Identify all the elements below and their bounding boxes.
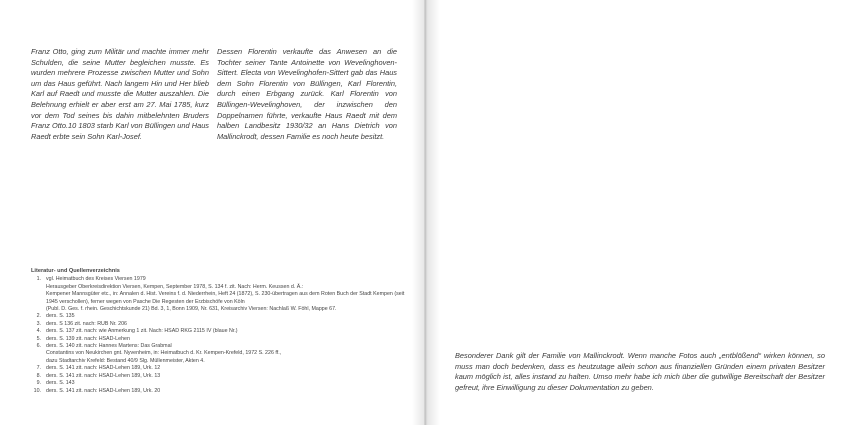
- reference-text: dazu Stadtarchiv Krefeld: Bestand 40/9 Slg. Müllenmeister, Akten 4.: [46, 357, 205, 364]
- body-text-column-1: Franz Otto, ging zum Militär und machte immer mehr Schulden, die seine Mutter begleichen musste. Es wurden mehrere Prozesse zwischen Mutter und Sohn um das Haus geführt. Nach langem Hin und Her blieb Karl auf Raedt und musste die Mutter auszahlen. Die Belehnung erhielt er aber erst am 27. Mai 1785, kurz vor dem Tod seines bis dahin mitbelehnten Bruders Franz Otto.10 1803 starb Karl von Büllingen und Haus Raedt erbte sein Sohn Karl-Josef.: [31, 47, 209, 141]
- reference-number: 4.: [36, 328, 41, 335]
- reference-number: 9.: [36, 380, 41, 387]
- reference-item: [31, 336, 406, 343]
- reference-text: Constantins von Neukirchen gnt. Nyvenheim, in: Heimatbuch d. Kr. Kempen-Krefeld, 1972 S. 226 ff.,: [46, 350, 282, 357]
- reference-number: 5.: [36, 335, 41, 342]
- references-list: [31, 276, 406, 395]
- reference-item: [31, 358, 406, 365]
- reference-text: ders. S. 143: [46, 380, 75, 387]
- reference-item: [31, 321, 406, 328]
- reference-item: [31, 328, 406, 335]
- reference-number: [33, 358, 41, 365]
- reference-number: 10.: [33, 387, 41, 394]
- reference-item: [31, 380, 406, 387]
- reference-item: [31, 284, 406, 291]
- reference-item: [31, 365, 406, 372]
- references-title: Literatur- und Quellenverzeichnis: [31, 268, 120, 274]
- reference-text: vgl. Heimatbuch des Kreises Viersen 1979: [46, 276, 146, 283]
- reference-number: 3.: [36, 320, 41, 327]
- reference-number: 6.: [36, 343, 41, 350]
- reference-text: Kempener Mannsgüter etc., in: Annalen d. Hist. Vereins f. d. Niederrhein, Heft 24 (1872), S. 230-übertragen aus dem Roten Buch der Stadt Kempen (seit 1945 verschollen), ferner wegen von Pasche Die Regesten der Erzbischöfe von Köln: [46, 291, 405, 305]
- references-section: [31, 268, 406, 395]
- reference-text: ders. S. 139 zit. nach: HSAD-Lehen: [46, 335, 130, 342]
- reference-number: [33, 284, 41, 291]
- reference-item: [31, 350, 406, 357]
- reference-text: (Publ. D. Ges. f. rhein. Geschichtskunde 21) Bd. 3, 1, Bonn 1909, Nr. 631, Kreisarchiv Viersen: Nachlaß W. Föhl, Mappe 67.: [46, 306, 337, 313]
- reference-text: ders. S 136 zit. nach: RUB Nr. 206: [46, 320, 127, 327]
- reference-number: 1.: [36, 276, 41, 283]
- reference-item: [31, 373, 406, 380]
- reference-text: ders. S. 141 zit. nach: HSAD-Lehen 189, Urk. 13: [46, 372, 161, 379]
- body-text-column-2: Dessen Florentin verkaufte das Anwesen an die Tochter seiner Tante Antoinette von Wevelinghoven-Sittert. Electa von Wevelinghofen-Sittert gab das Haus dem Sohn Florentin von Büllingen, Karl Florentin, durch einen Erbgang zurück. Karl Florentin von Büllingen-Wevelinghoven, der inzwischen den Doppelnamen führte, verkaufte Haus Raedt mit dem halben Landbesitz 1930/32 an Hans Dietrich von Mallinckrodt, dessen Familie es noch heute besitzt.: [217, 47, 397, 141]
- reference-number: 7.: [36, 365, 41, 372]
- book-gutter: [412, 0, 440, 425]
- reference-item: [31, 388, 406, 395]
- reference-number: [33, 350, 41, 357]
- reference-item: [31, 276, 406, 283]
- reference-number: 2.: [36, 313, 41, 320]
- reference-item: [31, 313, 406, 320]
- reference-text: ders. S. 140 zit. nach: Hannes Martens: Das Grabmal: [46, 343, 172, 350]
- reference-item: [31, 306, 406, 313]
- reference-text: ders. S. 141 zit. nach: HSAD-Lehen 189, Urk. 12: [46, 365, 161, 372]
- reference-text: ders. S. 137 zit. nach: wie Anmerkung 1 zit. Nach: HSAD RKG 2115 IV (blaue Nr.): [46, 328, 238, 335]
- reference-item: [31, 343, 406, 350]
- reference-text: Herausgeber Oberkreisdirektion Viersen, Kempen, September 1978, S. 134 f. zit. Nach: Herm. Keussen d. Ä.:: [46, 283, 304, 290]
- reference-number: [33, 291, 41, 306]
- acknowledgement-text: Besonderer Dank gilt der Familie von Mallinckrodt. Wenn manche Fotos auch „entblößend“ wirken können, so muss man doch bedenken, dass es heutzutage allein schon aus finanziellen Gründen einem privaten Besitzer kaum möglich ist, alles instand zu halten. Umso mehr habe ich mich über die gutwillige Bereitschaft der Besitzer gefreut, ihre Einwilligung zu dieser Dokumentation zu geben.: [455, 351, 825, 392]
- reference-number: [33, 306, 41, 313]
- reference-text: ders. S. 135: [46, 313, 75, 320]
- reference-text: ders. S. 141 zit. nach: HSAD-Lehen 189, Urk. 20: [46, 387, 161, 394]
- reference-item: [31, 291, 406, 306]
- reference-number: 8.: [36, 372, 41, 379]
